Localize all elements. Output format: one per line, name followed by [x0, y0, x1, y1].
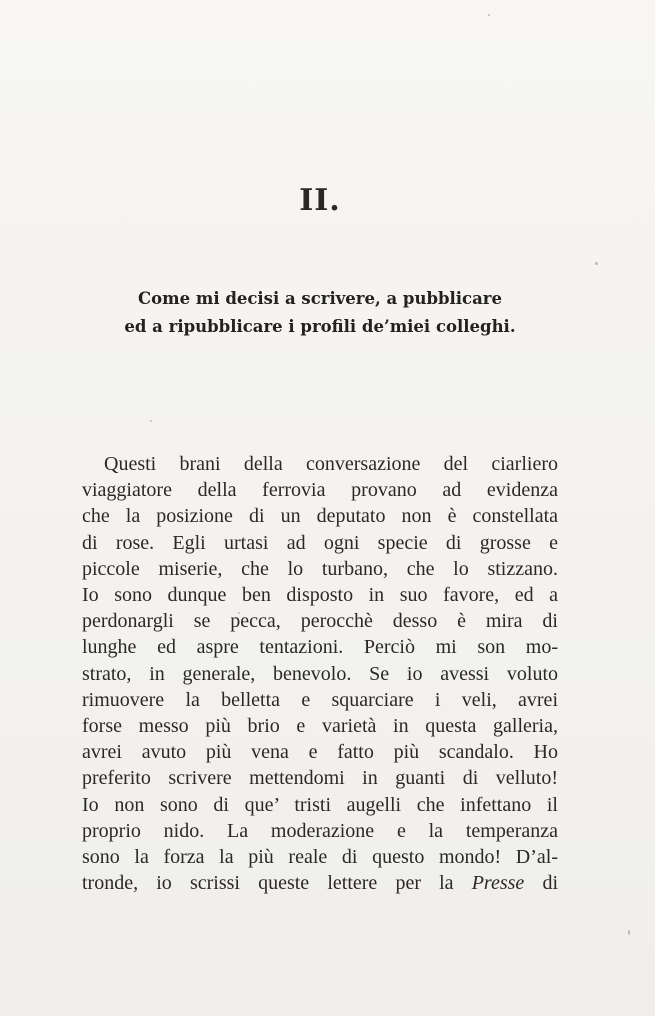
paragraph-line: lunghe ed aspre tentazioni. Perciò mi son mo-	[82, 636, 558, 659]
paragraph-line: perdonargli se pecca, perocchè desso è mira di	[82, 610, 558, 633]
paragraph-line: strato, in generale, benevolo. Se io avessi voluto	[82, 662, 558, 685]
paragraph-line: che la posizione di un deputato non è constellata	[82, 505, 558, 528]
paragraph-line: avrei avuto più vena e fatto più scandalo. Ho	[82, 741, 558, 764]
paragraph-line: Io sono dunque ben disposto in suo favore, ed a	[82, 584, 558, 607]
paragraph-line: sono la forza la più reale di questo mondo! D’al-	[82, 846, 558, 869]
paragraph-line: proprio nido. La moderazione e la temperanza	[82, 819, 558, 842]
paper-speck	[488, 14, 490, 16]
paragraph-line: di rose. Egli urtasi ad ogni specie di grosse e	[82, 531, 558, 554]
chapter-title-line: Come mi decisi a scrivere, a pubblicare	[138, 289, 502, 308]
last-line-text: tronde, io scrissi queste lettere per la	[82, 872, 454, 895]
paragraph-line-last	[82, 870, 558, 896]
paragraph-line: preferito scrivere mettendomi in guanti di velluto!	[82, 767, 558, 790]
paragraph-line: Questi brani della conversazione del ciarliero	[104, 453, 558, 475]
paper-speck	[150, 420, 152, 422]
paragraph-line: Io non sono di que’ tristi augelli che infettano il	[82, 793, 558, 816]
paragraph-line: forse messo più brio e varietà in questa galleria,	[82, 715, 558, 738]
body-paragraph	[82, 451, 558, 896]
paragraph-line: viaggiatore della ferrovia provano ad evidenza	[82, 479, 558, 502]
paragraph-line: rimuovere la belletta e squarciare i veli, avrei	[82, 688, 558, 711]
paper-speck	[595, 262, 598, 265]
chapter-title-line: ed a ripubblicare i profili de’miei colleghi.	[124, 317, 516, 336]
chapter-title	[0, 285, 640, 341]
paper-speck	[628, 930, 630, 935]
paragraph-line: piccole miserie, che lo turbano, che lo stizzano.	[82, 557, 558, 580]
chapter-number: II.	[299, 183, 341, 218]
newspaper-name: Presse	[471, 872, 525, 895]
last-line-tail: di	[542, 872, 559, 895]
